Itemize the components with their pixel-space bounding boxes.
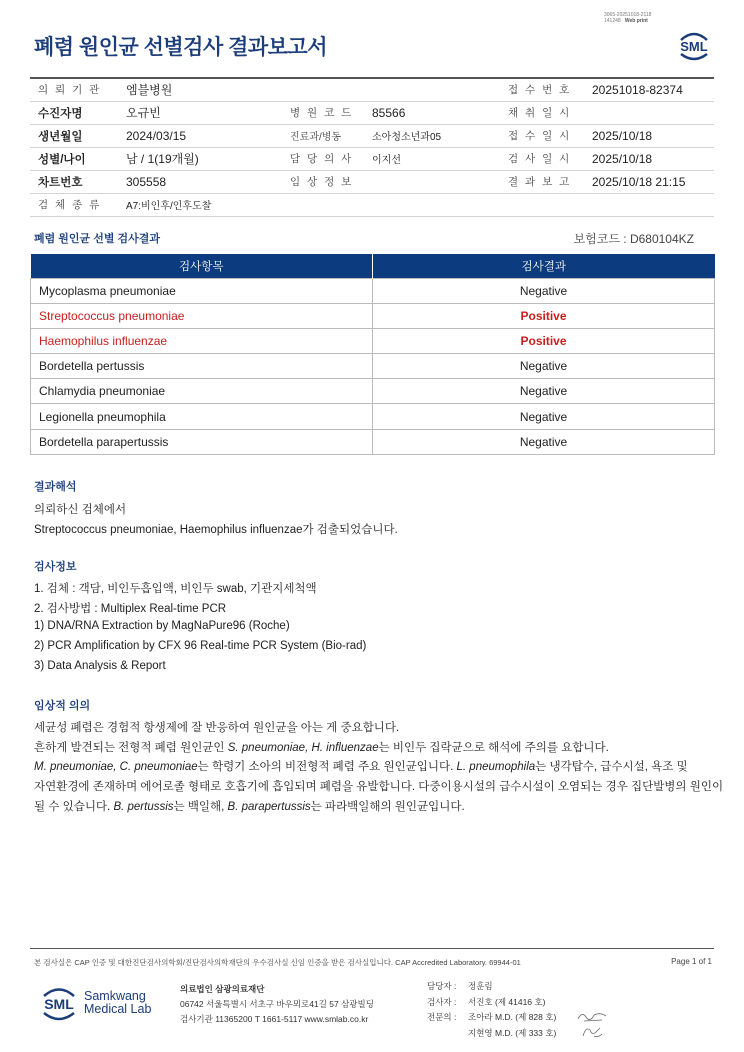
signature-icon [580, 1024, 606, 1040]
results-table [30, 254, 715, 455]
clinical-line: 세균성 폐렴은 경험적 항생제에 잘 반응하여 원인균을 아는 게 중요합니다. [34, 722, 400, 734]
clinical-line: 자연환경에 존재하며 에어로졸 형태로 호흡기에 흡입되며 폐렴을 유발합니다. 다중이용시설의 급수시설이 오염되는 경우 집단발병의 원인이 [34, 781, 724, 793]
interpretation-line: Streptococcus pneumoniae, Haemophilus influenzae가 검출되었습니다. [34, 524, 398, 536]
label-sex-age: 성별/나이 [30, 147, 118, 170]
label-report-date: 결 과 보 고 [500, 170, 584, 193]
test-date: 2025/10/18 [584, 147, 714, 170]
brand-name: Samkwang Medical Lab [84, 989, 152, 1016]
label-clinical: 임 상 정 보 [282, 170, 364, 193]
test-info-line: 1. 검체 : 객담, 비인두흡입액, 비인두 swab, 기관지세척액 [34, 583, 317, 595]
test-result: Negative [373, 379, 715, 404]
table-row [31, 328, 715, 353]
table-row [31, 278, 715, 303]
accreditation-note: 본 검사실은 CAP 인증 및 대한진단검사의학회/진단검사의학재단의 우수검사실 신임 인증을 받은 검사실입니다. CAP Accredited Laboratory. 69944-01 [34, 958, 521, 967]
receipt-no: 20251018-82374 [584, 78, 714, 101]
test-result: Negative [373, 429, 715, 454]
table-row [31, 429, 715, 454]
test-result: Positive [373, 328, 715, 353]
label-test-date: 검 사 일 시 [500, 147, 584, 170]
sml-logo-icon [674, 26, 714, 66]
table-row [31, 379, 715, 404]
staff-row: 전문의 : 조아라 M.D. (제 828 호) [427, 1012, 557, 1022]
patient-info-table [30, 77, 714, 217]
label-chart-no: 차트번호 [30, 170, 118, 193]
test-info-line: 3) Data Analysis & Report [34, 660, 166, 672]
dob: 2024/03/15 [118, 124, 282, 147]
test-info-line: 1) DNA/RNA Extraction by MagNaPure96 (Roche) [34, 620, 290, 632]
test-info-line: 2. 검사방법 : Multiplex Real-time PCR [34, 603, 227, 615]
page-title: 폐렴 원인균 선별검사 결과보고서 [34, 36, 328, 59]
test-item: Streptococcus pneumoniae [31, 303, 373, 328]
label-specimen: 검 체 종 류 [30, 193, 118, 216]
test-result: Negative [373, 404, 715, 429]
test-item: Legionella pneumophila [31, 404, 373, 429]
clinical-line: M. pneumoniae, C. pneumoniae는 학령기 소아의 비전형적 폐렴 주요 원인균입니다. L. pneumophila는 냉각탑수, 급수시설, 욕조 및 [34, 761, 688, 773]
dept: 소아청소년과05 [364, 124, 500, 147]
test-item: Haemophilus influenzae [31, 328, 373, 353]
label-receipt-no: 접 수 번 호 [500, 78, 584, 101]
collect-date [584, 101, 714, 124]
staff-list [427, 979, 556, 1041]
results-section-title: 폐렴 원인균 선별 검사결과 [34, 233, 161, 245]
svg-text:SML: SML [44, 996, 74, 1012]
col-header-result: 검사결과 [373, 254, 715, 278]
specimen: A7:비인후/인후도찰 [118, 193, 714, 216]
doctor: 이지선 [364, 147, 500, 170]
test-result: Negative [373, 278, 715, 303]
label-dob: 생년월일 [30, 124, 118, 147]
organization-info: 의료법인 삼광의료재단 06742 서울특별시 서초구 바우뫼로41길 57 삼광빌딩 검사기관 11365200 T 1661-5117 www.smlab.co.kr [180, 984, 374, 1024]
table-row [31, 404, 715, 429]
label-receive-date: 접 수 일 시 [500, 124, 584, 147]
test-item: Bordetella pertussis [31, 354, 373, 379]
test-item: Mycoplasma pneumoniae [31, 278, 373, 303]
staff-row: 지현영 M.D. (제 333 호) [468, 1027, 557, 1038]
document-code: 3065-20251018-2118 141248 Web print [604, 12, 652, 24]
table-row [31, 354, 715, 379]
request-org: 엠블병원 [118, 78, 500, 101]
test-info-line: 2) PCR Amplification by CFX 96 Real-time PCR System (Bio-rad) [34, 640, 367, 652]
staff-row: 검사자 : 서진호 (제 41416 호) [427, 996, 546, 1007]
test-result: Positive [373, 303, 715, 328]
interpretation-line: 의뢰하신 검체에서 [34, 504, 127, 516]
footer-divider [30, 948, 714, 949]
svg-text:SML: SML [680, 39, 708, 54]
insurance-code: 보험코드 : D680104KZ [573, 232, 694, 246]
col-header-item: 검사항목 [31, 254, 373, 278]
clinical-line: 흔하게 발견되는 전형적 폐렴 원인균인 S. pneumoniae, H. influenzae는 비인두 집락균으로 해석에 주의를 요합니다. [34, 742, 609, 754]
test-result: Negative [373, 354, 715, 379]
chart-no: 305558 [118, 170, 282, 193]
label-collect-date: 채 취 일 시 [500, 101, 584, 124]
page-number: Page 1 of 1 [671, 957, 712, 966]
label-hospital-code: 병 원 코 드 [282, 101, 364, 124]
label-doctor: 담 당 의 사 [282, 147, 364, 170]
clinical-line: 될 수 있습니다. B. pertussis는 백일해, B. parapertussis는 파라백일해의 원인균입니다. [34, 801, 465, 813]
table-row [31, 303, 715, 328]
label-request-org: 의 뢰 기 관 [30, 78, 118, 101]
hospital-code: 85566 [364, 101, 500, 124]
report-date: 2025/10/18 21:15 [584, 170, 714, 193]
sex-age: 남 / 1(19개월) [118, 147, 282, 170]
clinical-info [364, 170, 500, 193]
label-patient: 수진자명 [30, 101, 118, 124]
label-dept: 진료과/병동 [282, 124, 364, 147]
patient-name: 오규빈 [118, 101, 282, 124]
receive-date: 2025/10/18 [584, 124, 714, 147]
test-item: Chlamydia pneumoniae [31, 379, 373, 404]
signature-icon [576, 1009, 610, 1025]
test-info-heading: 검사정보 [34, 561, 77, 573]
sml-logo-icon [38, 982, 80, 1026]
staff-row: 담당자 : 정훈림 [427, 981, 493, 991]
clinical-heading: 임상적 의의 [34, 700, 91, 712]
interpretation-heading: 결과해석 [34, 481, 77, 493]
test-item: Bordetella parapertussis [31, 429, 373, 454]
